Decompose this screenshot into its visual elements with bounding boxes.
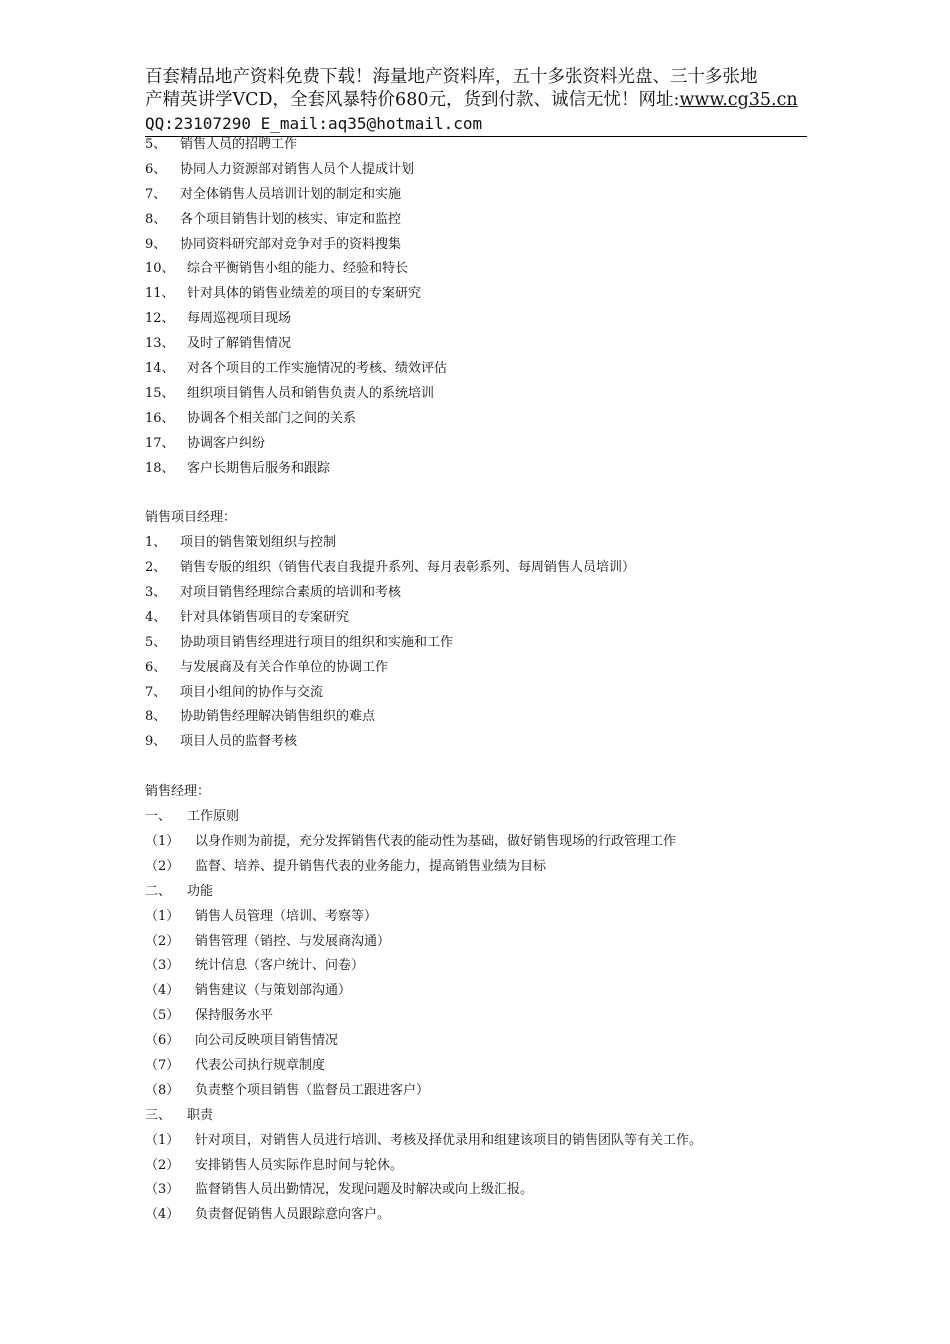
item-text: 各个项目销售计划的核实、审定和监控 — [180, 211, 402, 227]
list-item — [145, 307, 845, 332]
list-item — [145, 681, 845, 706]
item-number: （3） — [145, 1182, 180, 1198]
item-text: 对全体销售人员培训计划的制定和实施 — [180, 186, 402, 202]
project-manager-section — [145, 506, 845, 755]
list-item — [145, 158, 845, 183]
subsection-title: 功能 — [187, 883, 214, 899]
item-text: 与发展商及有关合作单位的协调工作 — [180, 659, 389, 675]
header-ad-line-1: 百套精品地产资料免费下载！海量地产资料库，五十多张资料光盘、三十多张地 — [145, 67, 758, 87]
list-item — [145, 606, 845, 631]
item-text: 负责整个项目销售（监督员工跟进客户） — [195, 1082, 430, 1098]
item-text: 协助销售经理解决销售组织的难点 — [180, 709, 376, 725]
list-item — [145, 183, 845, 208]
item-text: 协调客户纠纷 — [187, 435, 266, 451]
item-number: （3） — [145, 958, 180, 974]
subsection-title: 工作原则 — [187, 809, 240, 825]
item-number: 6、 — [145, 161, 167, 177]
item-text: 对各个项目的工作实施情况的考核、绩效评估 — [187, 361, 448, 377]
subsection-number: 一、 — [145, 809, 172, 825]
item-text: 销售人员的招聘工作 — [180, 137, 298, 152]
item-number: 3、 — [145, 585, 167, 601]
item-text: 销售专版的组织（销售代表自我提升系列、每月表彰系列、每周销售人员培训） — [180, 560, 636, 576]
item-text: 负责督促销售人员跟踪意向客户。 — [195, 1207, 391, 1223]
item-text: 保持服务水平 — [195, 1008, 274, 1024]
list-item — [145, 954, 845, 979]
list-item — [145, 208, 845, 233]
list-item — [145, 233, 845, 258]
list-item — [145, 905, 845, 930]
item-text: 客户长期售后服务和跟踪 — [187, 460, 331, 476]
list-item — [145, 282, 845, 307]
item-text: 协同人力资源部对销售人员个人提成计划 — [180, 161, 415, 177]
list-item — [145, 930, 845, 955]
item-number: （7） — [145, 1057, 180, 1073]
item-number: 7、 — [145, 186, 167, 202]
item-number: 9、 — [145, 734, 167, 750]
item-text: 项目的销售策划组织与控制 — [180, 535, 337, 551]
list-item — [145, 730, 845, 755]
list-item — [145, 432, 845, 457]
item-number: （4） — [145, 1207, 180, 1223]
item-text: 销售人员管理（培训、考察等） — [195, 908, 378, 924]
item-number: 7、 — [145, 684, 167, 700]
list-item — [145, 581, 845, 606]
list-item — [145, 1154, 845, 1179]
item-text: 针对具体的销售业绩差的项目的专案研究 — [187, 286, 422, 302]
list-item — [145, 1129, 845, 1154]
header-contact-line: QQ:23107290 E_mail:aq35@hotmail.com — [145, 114, 483, 133]
item-number: （5） — [145, 1008, 180, 1024]
page-header — [145, 66, 807, 137]
item-text: 项目人员的监督考核 — [180, 734, 298, 750]
item-number: （6） — [145, 1033, 180, 1049]
item-number: 2、 — [145, 560, 167, 576]
subsection-heading — [145, 880, 845, 905]
item-number: （2） — [145, 858, 180, 874]
list-item — [145, 1178, 845, 1203]
item-number: 14、 — [145, 361, 175, 377]
item-number: （1） — [145, 1132, 180, 1148]
item-text: 协同资料研究部对竞争对手的资料搜集 — [180, 236, 402, 252]
header-ad-line-2 — [145, 89, 807, 112]
item-text: 及时了解销售情况 — [187, 336, 292, 352]
item-number: 15、 — [145, 385, 175, 401]
item-text: 以身作则为前提，充分发挥销售代表的能动性为基础，做好销售现场的行政管理工作 — [195, 833, 677, 849]
item-number: （2） — [145, 1157, 180, 1173]
list-item — [145, 1004, 845, 1029]
item-text: 监督销售人员出勤情况，发现问题及时解决或向上级汇报。 — [195, 1182, 534, 1198]
item-text: 针对具体销售项目的专案研究 — [180, 609, 350, 625]
subsection-title: 职责 — [187, 1107, 214, 1123]
item-number: 8、 — [145, 211, 167, 227]
list-item — [145, 531, 845, 556]
subsection-heading — [145, 805, 845, 830]
website-link[interactable]: www.cg35.cn — [679, 90, 798, 110]
item-text: 协调各个相关部门之间的关系 — [187, 410, 357, 426]
item-text: 销售管理（销控、与发展商沟通） — [195, 933, 391, 949]
list-item — [145, 656, 845, 681]
item-number: 1、 — [145, 535, 167, 551]
list-item — [145, 133, 845, 158]
section-title: 销售项目经理： — [145, 510, 237, 526]
list-item — [145, 357, 845, 382]
subsection-number: 二、 — [145, 883, 172, 899]
item-text: 统计信息（客户统计、问卷） — [195, 958, 365, 974]
item-number: 6、 — [145, 659, 167, 675]
list-item — [145, 1029, 845, 1054]
spacer — [145, 755, 845, 780]
list-item — [145, 705, 845, 730]
item-number: 5、 — [145, 634, 167, 650]
list-item — [145, 830, 845, 855]
item-text: 销售建议（与策划部沟通） — [195, 983, 352, 999]
item-number: （4） — [145, 983, 180, 999]
item-text: 代表公司执行规章制度 — [195, 1057, 326, 1073]
item-text: 组织项目销售人员和销售负责人的系统培训 — [187, 385, 435, 401]
header-ad-line-2-text: 产精英讲学VCD，全套风暴特价680元，货到付款、诚信无忧！网址: — [145, 90, 680, 110]
item-text: 针对项目，对销售人员进行培训、考核及择优录用和组建该项目的销售团队等有关工作。 — [195, 1132, 703, 1148]
item-number: （1） — [145, 833, 180, 849]
list-item — [145, 1203, 845, 1228]
item-text: 每周巡视项目现场 — [187, 311, 292, 327]
item-number: 9、 — [145, 236, 167, 252]
item-number: 16、 — [145, 410, 175, 426]
item-number: 10、 — [145, 261, 175, 277]
item-text: 安排销售人员实际作息时间与轮休。 — [195, 1157, 404, 1173]
spacer — [145, 481, 845, 506]
item-number: 18、 — [145, 460, 175, 476]
list-item — [145, 631, 845, 656]
list-item — [145, 1079, 845, 1104]
list-item — [145, 1054, 845, 1079]
list-item — [145, 382, 845, 407]
item-number: 8、 — [145, 709, 167, 725]
subsection-number: 三、 — [145, 1107, 172, 1123]
document-body — [145, 133, 845, 1228]
list-item — [145, 457, 845, 482]
item-text: 对项目销售经理综合素质的培训和考核 — [180, 585, 402, 601]
item-text: 协助项目销售经理进行项目的组织和实施和工作 — [180, 634, 454, 650]
subsection-heading — [145, 1104, 845, 1129]
list-item — [145, 979, 845, 1004]
list-item — [145, 556, 845, 581]
list-item — [145, 855, 845, 880]
item-text: 项目小组间的协作与交流 — [180, 684, 324, 700]
item-text: 向公司反映项目销售情况 — [195, 1033, 339, 1049]
item-text: 监督、培养、提升销售代表的业务能力，提高销售业绩为目标 — [195, 858, 547, 874]
item-number: 12、 — [145, 311, 175, 327]
item-number: 11、 — [145, 286, 175, 302]
sales-director-list — [145, 133, 845, 481]
list-item — [145, 257, 845, 282]
item-number: （8） — [145, 1082, 180, 1098]
item-number: （2） — [145, 933, 180, 949]
item-number: 4、 — [145, 609, 167, 625]
item-number: 13、 — [145, 336, 175, 352]
item-number: 17、 — [145, 435, 175, 451]
item-number: 5、 — [145, 137, 167, 152]
sales-manager-section — [145, 780, 845, 1228]
section-title: 销售经理： — [145, 784, 211, 800]
item-number: （1） — [145, 908, 180, 924]
list-item — [145, 332, 845, 357]
list-item — [145, 407, 845, 432]
item-text: 综合平衡销售小组的能力、经验和特长 — [187, 261, 409, 277]
